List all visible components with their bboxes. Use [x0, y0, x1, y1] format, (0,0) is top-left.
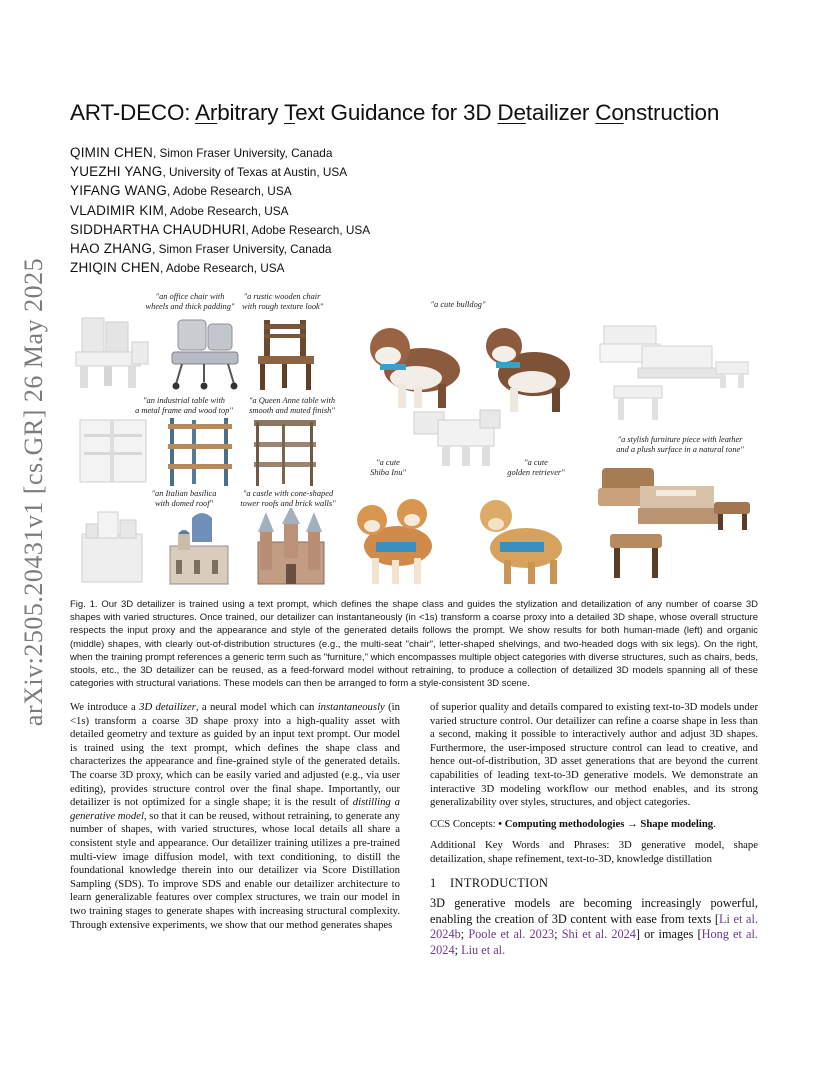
caption-wooden-chair: "a rustic wooden chair with rough texture look"	[242, 292, 324, 311]
paper-title	[70, 100, 770, 126]
abstract-paragraph: We introduce a 3D detailizer, a neural model which can instantaneously (in <1s) transform a coarse 3D shape proxy into a high-quality asset with detailed geometry and texture as guided by an input text prompt. Our model is trained using the text prompt, which defines the shape class and characterizes the appearance and fine-grained style of the generated details. The coarse 3D proxy, which can be easily varied and adjusted (e.g., via user editing), provides structure control over the final shape. Importantly, our detailizer is not optimized for a single shape; it is the result of distilling a generative model, so that it can be reused, without retraining, to generate any number of shapes, with varied structures, whose local details all share a consistent style and appearance. Our detailizer training utilizes a pre-trained multi-view image diffusion model, with text conditioning, to distill the foundational knowledge therein into our detailizer via Score Distillation Sampling (SDS). To improve SDS and enable our detailizer architecture to learn generalizable features over complex structures, we train our model in two training stages to generate shapes with increasing structural complexity. Through extensive experiments, we show that our method generates shapes	[70, 701, 400, 931]
basilica-render	[164, 512, 234, 588]
title-part: T	[284, 100, 296, 125]
citation-link[interactable]: Shi et al. 2024	[561, 927, 636, 942]
bulldog-render-1	[354, 314, 474, 414]
title-part: De	[497, 100, 526, 125]
author-line	[70, 181, 670, 200]
queen-anne-table-render	[248, 414, 328, 490]
caption-queen-anne: "a Queen Anne table with smooth and muted finish"	[248, 396, 336, 415]
caption-castle: "a castle with cone-shaped tower roofs and brick walls"	[240, 489, 336, 508]
keywords: Additional Key Words and Phrases: 3D generative model, shape detailization, shape refinement, text-to-3D, knowledge distillation	[430, 839, 758, 865]
caption-basilica: "an Italian basilica with domed roof"	[151, 489, 217, 508]
author-line	[70, 220, 670, 239]
coarse-shelf-proxy	[74, 416, 156, 488]
title-part: Ar	[195, 100, 218, 125]
author-name: HAO ZHANG	[70, 240, 153, 256]
author-line	[70, 143, 670, 162]
caption-golden: "a cute golden retriever"	[507, 458, 565, 477]
ccs-concepts: CCS Concepts: • Computing methodologies → Shape modeling.	[430, 817, 716, 830]
industrial-table-render	[162, 414, 240, 490]
author-line	[70, 201, 670, 220]
author-line	[70, 258, 670, 277]
citation-link[interactable]: Hong et al. 2024	[430, 927, 759, 957]
title-part: ext Guidance for 3D	[295, 100, 498, 125]
title-part: Co	[595, 100, 624, 125]
abstract-continuation: of superior quality and details compared to existing text-to-3D models under varied structure control. Our detailizer can refine a coarse shape in less than a second, making it possible to interactively author and adjust 3D shapes. Furthermore, the user-imposed structure control can lead to creative, and hence out-of-distribution, 3D asset generations that are beyond the current capabilities of leading text-to-3D generative models. We demonstrate an interactive 3D modeling workflow our method enables, and its strong generalizability over styles, structures, and object categories.	[430, 701, 758, 809]
citation-link[interactable]: Poole et al. 2023	[468, 927, 555, 942]
golden-retriever-render	[468, 484, 578, 590]
introduction-paragraph: 3D generative models are becoming increasingly powerful, enabling the creation of 3D content with ease from texts [Li et al. 2024b; Poole et al. 2023; Shi et al. 2024] or images [Hong et al. 2024; Liu et al.	[430, 896, 759, 957]
arxiv-stamp	[12, 257, 56, 727]
furniture-scene-render	[598, 460, 758, 588]
office-chair-render	[164, 318, 248, 392]
caption-office-chair: "an office chair with wheels and thick padding"	[145, 292, 235, 311]
caption-shiba: "a cute Shiba Inu"	[370, 458, 406, 477]
shiba-render	[346, 484, 454, 590]
teaser-figure	[70, 290, 758, 592]
author-affiliation: , Adobe Research, USA	[166, 184, 292, 199]
bulldog-render-2	[474, 316, 586, 416]
coarse-building-proxy	[78, 504, 156, 588]
author-name: YIFANG WANG	[70, 183, 167, 199]
caption-bulldog: "a cute bulldog"	[430, 300, 486, 309]
author-name: QIMIN CHEN	[70, 145, 153, 160]
author-affiliation: , Simon Fraser University, Canada	[153, 146, 333, 160]
coarse-furniture-proxy	[598, 316, 758, 424]
title-part: ART-DECO:	[70, 100, 196, 125]
abstract-column-right	[430, 701, 758, 959]
section-heading: 1 INTRODUCTION	[430, 875, 549, 890]
author-affiliation: , Adobe Research, USA	[163, 203, 289, 218]
title-part: tailizer	[525, 100, 596, 125]
title-part: bitrary	[217, 100, 284, 125]
author-affiliation: , Adobe Research, USA	[245, 222, 371, 237]
abstract-column-left	[70, 701, 400, 932]
caption-industrial-table: "an industrial table with a metal frame and wood top"	[135, 396, 233, 415]
caption-furniture: "a stylish furniture piece with leather and a plush surface in a natural tone"	[616, 435, 744, 454]
author-name: SIDDHARTHA CHAUDHURI	[70, 221, 246, 237]
author-name: YUEZHI YANG	[70, 164, 163, 180]
citation-link[interactable]: Li et al. 2024b	[430, 911, 758, 942]
title-part: nstruction	[623, 100, 720, 125]
author-affiliation: , University of Texas at Austin, USA	[162, 165, 348, 180]
author-name: VLADIMIR KIM	[70, 202, 164, 218]
author-affiliation: , Adobe Research, USA	[159, 261, 285, 276]
author-name: ZHIQIN CHEN	[70, 260, 160, 276]
arxiv-identifier: arXiv:2505.20431v1 [cs.GR] 26 May 2025	[19, 257, 48, 727]
citation-link[interactable]: Liu et al.	[461, 942, 506, 957]
author-affiliation: , Simon Fraser University, Canada	[152, 241, 332, 256]
coarse-chair-proxy	[72, 312, 154, 392]
author-line	[70, 239, 670, 258]
castle-render	[250, 508, 334, 588]
coarse-dog-proxy	[410, 404, 510, 470]
wooden-chair-render	[254, 316, 324, 392]
figure-caption: Fig. 1. Our 3D detailizer is trained using a text prompt, which defines the shape class and guides the stylization and detailization of any number of coarse 3D shapes with varied structures. Once trained, our detailizer can instantaneously (in <1s) transform a coarse proxy into a detailed 3D shape, whose overall structure respects the input proxy and the appearance and style of the generated details follows the prompt. We show results for both human-made (left) and organic (middle) shapes, with clearly out-of-distribution structures (e.g., the multi-seat "chair", letter-shaped shelvings, and two-headed dogs with six legs). On the right, when the training prompt references a generic term such as "furniture," which encompasses multiple object categories with diverse structures, such as chairs, beds, stools, etc., the 3D detailizer can be reused, as a feed-forward model without retraining, to produce a collection of detailized 3D models spanning all of these categories with structural variations. These models can then be arranged to form a style-consistent 3D scene.	[70, 599, 758, 690]
author-list	[70, 143, 670, 277]
author-line	[70, 162, 670, 181]
